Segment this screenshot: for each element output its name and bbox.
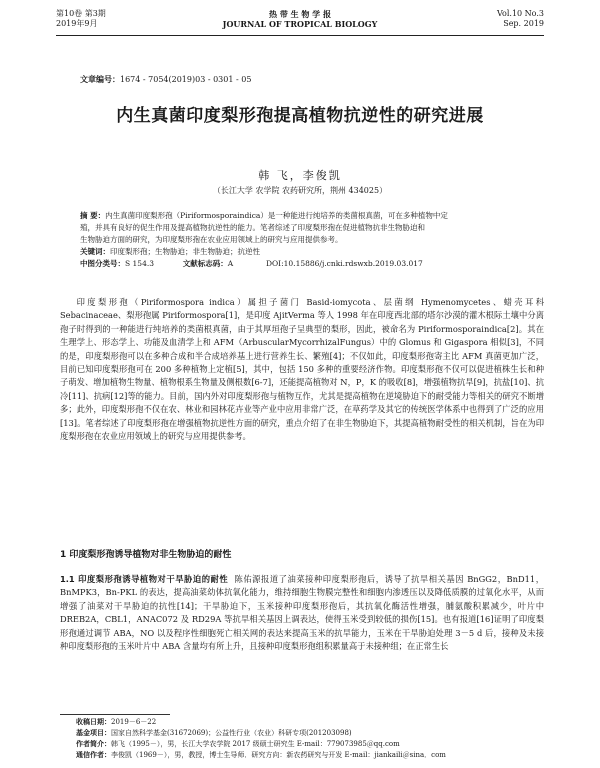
doc-code-label: 文献标志码： (182, 259, 228, 268)
journal-name (56, 9, 544, 29)
article-number (80, 74, 251, 85)
footnotes (76, 717, 544, 761)
doc-code-value: A (227, 259, 234, 268)
affiliation: （长江大学 农学院 农药研究所，荆州 434025） (212, 186, 388, 195)
subsection-1-1-text: 陈佑源报道了油菜接种印度梨形孢后，诱导了抗旱相关基因 BnGG2，BnD11，BnMPK3，Bn-PKL 的表达，提高油菜幼体抗氧化能力，维持细胞生物膜完整性和细胞内渗透压以及降低质膜的过氧化水平，从而增强了油菜对干旱胁迫的抗性[14]；干旱胁迫下，玉米接种印度梨形孢后，其抗氧化酶活性增强，脯氨酸积累减少，叶片中 DREB2A，CBL1，ANAC072 及 RD29A 等抗旱相关基因上调表达，使得玉米受到较低的损伤[15]。也有报道[16]证明了印度梨形孢通过调节 ABA，NO 以及程序性细胞死亡相关网的表达来提高玉米的抗旱能力，玉米在干旱胁迫处理 3－5 d 后，接种及未接种印度梨形孢的玉米叶片中 ABA 含量均有所上升，且接种印度梨形孢组积累量高于未接种组；在正常生长 (60, 574, 545, 652)
clc-label: 中图分类号： (80, 259, 125, 268)
keywords (80, 246, 532, 258)
corr-label: 通信作者： (76, 751, 111, 759)
classification-line (80, 258, 532, 270)
doi: DOI:10.15886/j.cnki.rdswxb.2019.03.017 (265, 259, 423, 268)
abstract-block (80, 210, 532, 270)
received-label: 收稿日期： (76, 718, 111, 726)
abstract-label: 摘 要： (80, 211, 106, 220)
volume-en: Vol.10 No.3 (497, 9, 544, 18)
abstract-text-1: 内生真菌印度梨形孢（Piriformosporaindica）是一种能进行纯培养的类菌根真菌，可在多种植物中定 (105, 211, 448, 220)
intro-paragraph: 印度梨形孢（Piriformospora indica）属担子菌门 Basid-iomycota、层菌纲 Hymenomycetes、蜡壳耳科 Sebacinaceae、梨形孢属 Piriformospora[1]，是印度 AjitVerma 等人 1998 年在印度西北部的塔尔沙漠的灌木根际土壤中分离孢子时得到的一种能进行纯培养的类菌根真菌，由于其厚垣孢子呈典型的梨形，因此，被命名为 Piriformosporaindica[2]。其在生理学上、形态学上、功能及血清学上和 AFM（ArbuscularMycorrhizalFungus）中的 Glomus 和 Gigaspora 相似[3]，不同的是，印度梨形孢可以在多种合成和半合成培养基上进行营养生长、繁殖[4]；不仅如此，印度梨形孢寄主比 AFM 真菌更加广泛，目前已知印度梨形孢可在 200 多种植物上定植[5]，其中，包括 150 多种的重要经济作物。印度梨形孢不仅可以促进植株生长和种子萌发、增加植物生物量、植物根系生物量及侧根数[6-7]，还能提高植物对 N，P，K 的吸收[8]，增强植物抗旱[9]，抗盐[10]、抗冷[11]、抗病[12]等的能力。目前，国内外对印度梨形孢与植物互作，尤其是提高植物在逆境胁迫下的耐受能力等相关的研究不断增多；此外，印度梨形孢不仅在农、林业和园林花卉业等产业中应用非常广泛，在草药学及其它的传统医学体系中也得到了广泛的应用[13]。笔者综述了印度梨形孢在增强植物抗逆性方面的研究，重点介绍了在非生物胁迫下，其提高植物耐受性的相关机制，旨在为印度梨形孢在农业应用领域上的研究与应用提供参考。 (60, 297, 544, 442)
corr-value: 李俊凯（1969－），男，教授，博士生导师．研究方向：新农药研究与开发 E-mail：jiankaili＠sina．com (111, 751, 446, 759)
header-divider (56, 35, 544, 36)
keywords-label: 关键词： (80, 247, 110, 256)
fund-value: 国家自然科学基金(31672069)；公益性行业（农业）科研专项(201203098) (111, 729, 352, 737)
clc-value: S 154.3 (125, 259, 154, 268)
date-en: Sep. 2019 (503, 19, 544, 28)
subsection-1-1-heading: 1.1 印度梨形孢诱导植物对干旱胁迫的耐性 (60, 574, 229, 584)
fund-label: 基金项目： (76, 729, 111, 737)
abstract-line: 生物胁迫方面的研究，为印度梨形孢在农业应用领域上的研究与应用提供参考。 (80, 235, 343, 244)
journal-name-cn: 热 带 生 物 学 报 (269, 9, 331, 19)
section-1-body (60, 573, 544, 653)
abstract-line: 殖，并具有良好的促生作用及提高植物抗逆性的能力。笔者综述了印度梨形孢在促进植物抗非生物胁迫和 (80, 223, 425, 232)
keywords-text: 印度梨形孢；生物胁迫；非生物胁迫；抗逆性 (110, 247, 260, 256)
abstract-line (80, 210, 532, 222)
journal-header (56, 9, 544, 33)
date-cn: 2019年9月 (56, 19, 98, 28)
article-number-value: 1674 - 7054(2019)03 - 0301 - 05 (120, 75, 252, 84)
article-number-label: 文章编号： (80, 75, 120, 84)
volume-cn: 第10卷 第3期 (56, 9, 106, 18)
section-1-heading: 1 印度梨形孢诱导植物对非生物胁迫的耐性 (60, 550, 232, 560)
fund-info (76, 728, 544, 739)
received-date (76, 717, 544, 728)
subsection-1-1 (60, 573, 544, 653)
issue-info-en (497, 9, 544, 29)
footnote-divider (60, 714, 170, 715)
author-label: 作者简介： (76, 740, 111, 748)
journal-name-en: JOURNAL OF TROPICAL BIOLOGY (222, 19, 378, 29)
authors: 韩 飞，李俊凯 (258, 169, 342, 182)
intro-body (60, 296, 544, 443)
author-value: 韩飞（1995－），男，长江大学农学院 2017 级硕士研究生 E-mail：779073985＠qq.com (111, 740, 400, 748)
author-info (76, 739, 544, 750)
paper-title: 内生真菌印度梨形孢提高植物抗逆性的研究进展 (116, 106, 484, 126)
corresponding-author (76, 750, 544, 761)
received-value: 2019－6－22 (111, 718, 157, 726)
